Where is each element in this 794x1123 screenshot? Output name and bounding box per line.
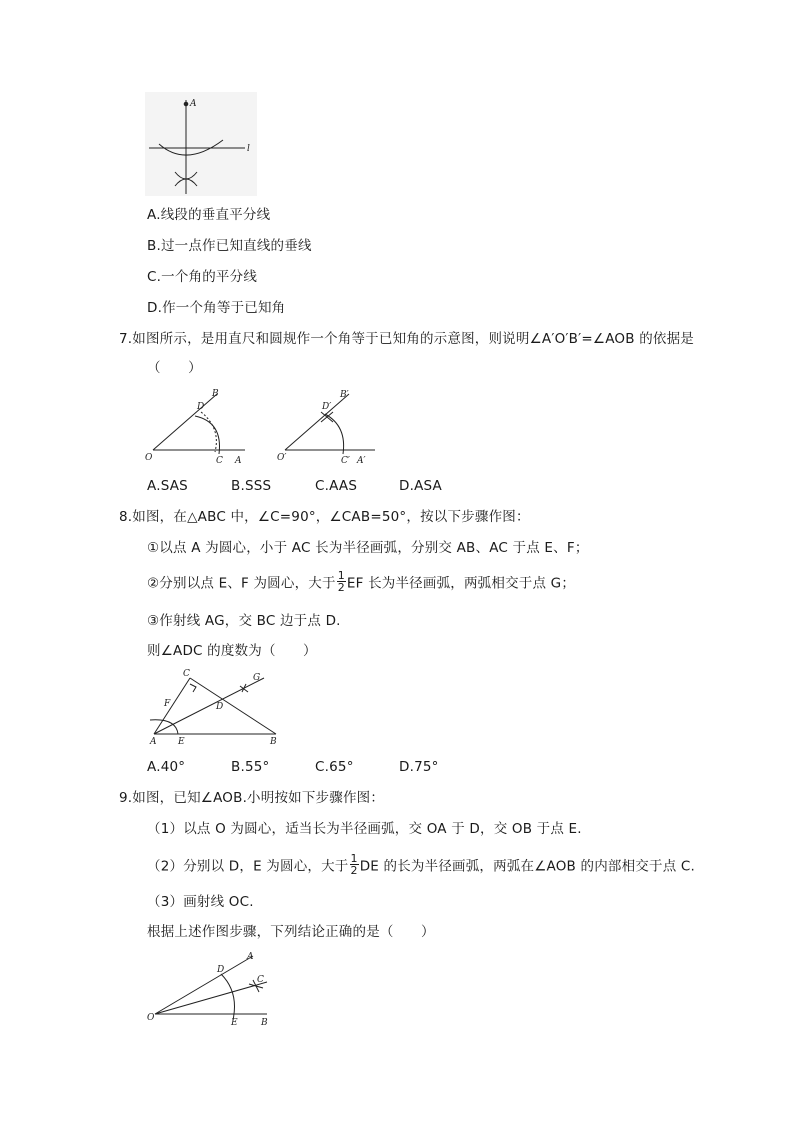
q7-option-b: B.SSS xyxy=(231,478,272,494)
q8-label-b: B xyxy=(270,737,277,746)
q7-option-a: A.SAS xyxy=(147,478,188,494)
q7-f2-label-b: B′ xyxy=(340,390,349,400)
q9-label-o: O xyxy=(147,1013,155,1023)
q9-step-1: （1）以点 O 为圆心，适当长为半径画弧，交 OA 于 D，交 OB 于点 E. xyxy=(147,821,582,837)
q6-point-label: A xyxy=(190,99,197,109)
q7-stem: 7.如图所示，是用直尺和圆规作一个角等于已知角的示意图，则说明∠A′O′B′=∠AOB 的依据是 xyxy=(119,331,694,347)
q7-f1-label-d: D xyxy=(197,402,205,412)
q8-option-b: B.55° xyxy=(231,759,270,775)
q7-figure-original-angle xyxy=(143,386,253,468)
q8-label-d: D xyxy=(216,702,224,712)
q8-option-d: D.75° xyxy=(399,759,439,775)
q9-step-2-after: DE 的长为半径画弧，两弧在∠AOB 的内部相交于点 C. xyxy=(359,858,696,875)
q8-half-fraction: $\frac{1}{2}$ xyxy=(337,569,345,594)
q8-step-2 xyxy=(147,569,576,595)
q8-label-c: C xyxy=(183,669,190,679)
q6-option-a: A.线段的垂直平分线 xyxy=(147,207,271,223)
q8-label-e: E xyxy=(178,737,185,746)
q8-stem: 8.如图，在△ABC 中，∠C=90°，∠CAB=50°，按以下步骤作图： xyxy=(119,509,530,525)
q8-step-1: ①以点 A 为圆心，小于 AC 长为半径画弧，分别交 AB、AC 于点 E、F； xyxy=(147,540,589,556)
q9-label-c: C xyxy=(257,975,264,985)
q7-figure-constructed-angle xyxy=(275,386,387,468)
q9-step-2 xyxy=(147,852,696,878)
q7-answer-paren: （ ） xyxy=(147,360,202,376)
q7-f2-label-o: O′ xyxy=(277,453,287,463)
q7-option-c: C.AAS xyxy=(315,478,358,494)
q9-stem: 9.如图，已知∠AOB.小明按如下步骤作图： xyxy=(119,790,385,806)
q6-figure xyxy=(145,92,257,196)
q9-question: 根据上述作图步骤，下列结论正确的是（ ） xyxy=(147,924,435,940)
q7-f1-label-b: B xyxy=(212,389,219,399)
q7-f2-label-c: C′ xyxy=(341,456,350,466)
q7-f1-label-c: C xyxy=(216,456,223,466)
q8-option-a: A.40° xyxy=(147,759,186,775)
q7-f2-label-a: A′ xyxy=(357,456,366,466)
q9-step-2-before: （2）分别以 D，E 为圆心，大于 xyxy=(147,858,349,875)
q9-label-a: A xyxy=(247,952,254,962)
q8-label-g: G xyxy=(253,673,261,683)
q9-label-d: D xyxy=(217,965,225,975)
q8-figure-triangle xyxy=(146,668,286,746)
q9-half-fraction: $\frac{1}{2}$ xyxy=(350,852,358,877)
q9-figure-angle-bisector xyxy=(145,948,275,1028)
q6-option-b: B.过一点作已知直线的垂线 xyxy=(147,238,312,254)
q7-option-d: D.ASA xyxy=(399,478,442,494)
q7-f2-label-d: D′ xyxy=(322,402,332,412)
q9-label-b: B xyxy=(261,1018,268,1028)
q7-f1-label-a: A xyxy=(235,456,242,466)
q8-step-2-before: ②分别以点 E、F 为圆心，大于 xyxy=(147,575,336,592)
q8-step-3: ③作射线 AG，交 BC 边于点 D. xyxy=(147,613,341,629)
q7-f1-label-o: O xyxy=(145,453,153,463)
q8-question: 则∠ADC 的度数为（ ） xyxy=(147,643,317,659)
q6-line-label: l xyxy=(247,144,250,154)
q6-option-d: D.作一个角等于已知角 xyxy=(147,300,286,316)
q9-label-e: E xyxy=(231,1018,238,1028)
q6-option-c: C.一个角的平分线 xyxy=(147,269,258,285)
q8-option-c: C.65° xyxy=(315,759,354,775)
q8-label-a: A xyxy=(150,737,157,746)
q8-label-f: F xyxy=(164,699,171,709)
q8-step-2-after: EF 长为半径画弧，两弧相交于点 G； xyxy=(346,575,576,592)
q9-step-3: （3）画射线 OC. xyxy=(147,894,254,910)
